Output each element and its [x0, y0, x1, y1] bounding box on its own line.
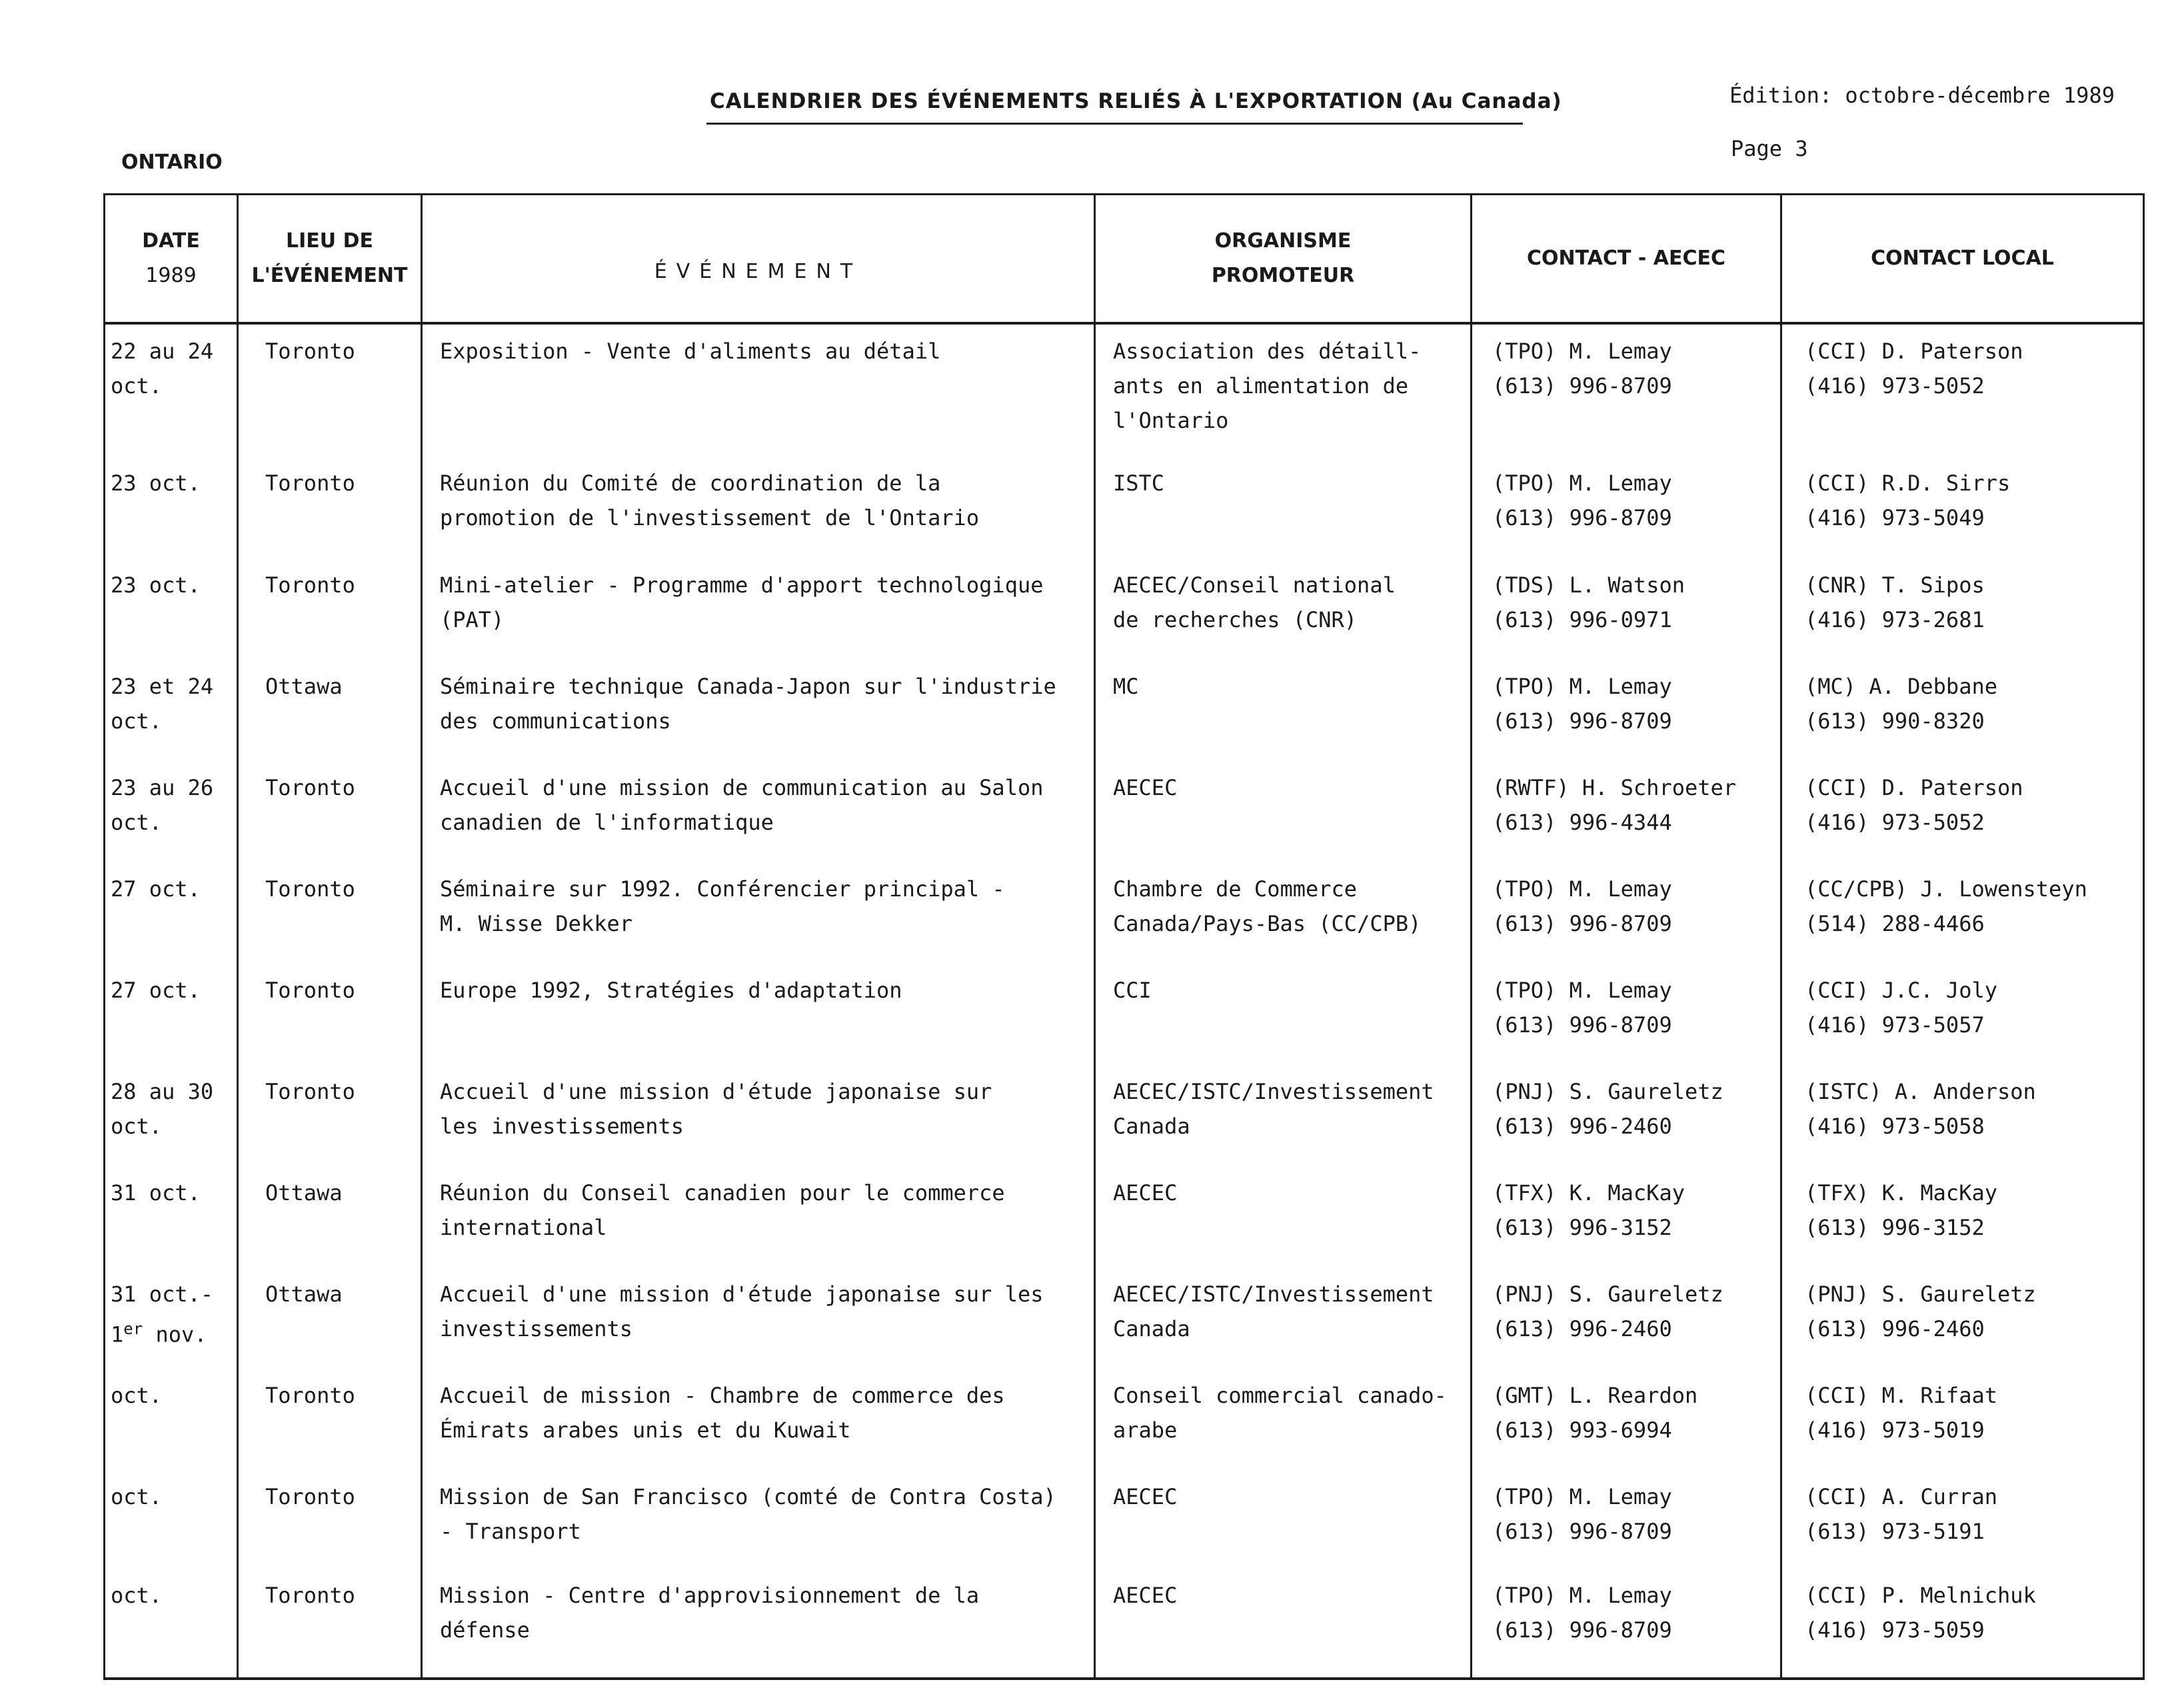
date-cell-ordinal: er: [123, 1319, 143, 1338]
place-cell: Toronto: [238, 1470, 422, 1569]
contact-aecec-cell: (TPO) M. Lemay (613) 996-8709: [1472, 1470, 1781, 1569]
place-cell: Toronto: [238, 456, 422, 558]
organizer-cell: AECEC/ISTC/Investissement Canada: [1095, 1268, 1472, 1369]
contact-aecec-cell: (TFX) K. MacKay (613) 996-3152: [1472, 1166, 1781, 1268]
title-underline: [706, 123, 1523, 125]
event-cell: Accueil d'une mission de communication au Salon canadien de l'informatique: [422, 761, 1095, 862]
page-number: Page 3: [1731, 136, 1808, 161]
contact-aecec-cell: (TPO) M. Lemay (613) 996-8709: [1472, 964, 1781, 1065]
organizer-cell: Chambre de Commerce Canada/Pays-Bas (CC/CPB): [1095, 862, 1472, 964]
events-table: [103, 193, 2145, 1680]
organizer-cell: AECEC: [1095, 761, 1472, 862]
place-cell: Toronto: [238, 1569, 422, 1679]
contact-local-cell: (MC) A. Debbane (613) 990-8320: [1781, 660, 2144, 761]
place-cell: Toronto: [238, 964, 422, 1065]
place-cell: Toronto: [238, 1369, 422, 1470]
event-cell: Réunion du Conseil canadien pour le commerce international: [422, 1166, 1095, 1268]
header-date-line1: DATE: [142, 229, 200, 253]
contact-aecec-cell: (TPO) M. Lemay (613) 996-8709: [1472, 323, 1781, 456]
table-row: [105, 1470, 2144, 1569]
contact-local-cell: (CCI) R.D. Sirrs (416) 973-5049: [1781, 456, 2144, 558]
table-row: [105, 1065, 2144, 1166]
contact-aecec-cell: (TPO) M. Lemay (613) 996-8709: [1472, 1569, 1781, 1679]
header-date-line2: 1989: [145, 264, 197, 287]
table-row: [105, 456, 2144, 558]
event-cell: Europe 1992, Stratégies d'adaptation: [422, 964, 1095, 1065]
date-cell: [105, 1268, 238, 1369]
contact-local-cell: (CCI) D. Paterson (416) 973-5052: [1781, 323, 2144, 456]
table-row: [105, 1166, 2144, 1268]
place-cell: Ottawa: [238, 660, 422, 761]
date-cell: 23 oct.: [105, 456, 238, 558]
place-cell: Toronto: [238, 761, 422, 862]
place-cell: Ottawa: [238, 1166, 422, 1268]
contact-local-cell: (CCI) D. Paterson (416) 973-5052: [1781, 761, 2144, 862]
organizer-cell: AECEC: [1095, 1470, 1472, 1569]
table-row: [105, 862, 2144, 964]
contact-aecec-cell: (TPO) M. Lemay (613) 996-8709: [1472, 660, 1781, 761]
event-cell: Accueil d'une mission d'étude japonaise sur les investissements: [422, 1268, 1095, 1369]
date-cell: 27 oct.: [105, 862, 238, 964]
date-cell-day: 1: [111, 1321, 124, 1347]
header-organizer: [1095, 195, 1472, 324]
date-cell: oct.: [105, 1569, 238, 1679]
place-cell: Toronto: [238, 1065, 422, 1166]
contact-aecec-cell: (PNJ) S. Gaureletz (613) 996-2460: [1472, 1065, 1781, 1166]
event-cell: Séminaire sur 1992. Conférencier principal - M. Wisse Dekker: [422, 862, 1095, 964]
contact-aecec-cell: (PNJ) S. Gaureletz (613) 996-2460: [1472, 1268, 1781, 1369]
contact-aecec-cell: (TDS) L. Watson (613) 996-0971: [1472, 558, 1781, 660]
contact-local-cell: (CCI) M. Rifaat (416) 973-5019: [1781, 1369, 2144, 1470]
date-cell: 31 oct.: [105, 1166, 238, 1268]
table-row: [105, 1369, 2144, 1470]
date-cell: 23 au 26 oct.: [105, 761, 238, 862]
event-cell: Exposition - Vente d'aliments au détail: [422, 323, 1095, 456]
date-cell: 22 au 24 oct.: [105, 323, 238, 456]
place-cell: Toronto: [238, 862, 422, 964]
organizer-cell: AECEC: [1095, 1166, 1472, 1268]
date-cell: 28 au 30 oct.: [105, 1065, 238, 1166]
contact-local-cell: (ISTC) A. Anderson (416) 973-5058: [1781, 1065, 2144, 1166]
table-row: [105, 761, 2144, 862]
header-contact-aecec: CONTACT - AECEC: [1472, 195, 1781, 324]
header-organizer-line1: ORGANISME: [1214, 229, 1352, 253]
event-cell: Mini-atelier - Programme d'apport technologique (PAT): [422, 558, 1095, 660]
contact-aecec-cell: (TPO) M. Lemay (613) 996-8709: [1472, 456, 1781, 558]
organizer-cell: AECEC: [1095, 1569, 1472, 1679]
event-cell: Accueil d'une mission d'étude japonaise sur les investissements: [422, 1065, 1095, 1166]
event-cell: Mission - Centre d'approvisionnement de la défense: [422, 1569, 1095, 1679]
contact-local-cell: (CC/CPB) J. Lowensteyn (514) 288-4466: [1781, 862, 2144, 964]
header-place-line2: L'ÉVÉNEMENT: [251, 264, 408, 287]
date-cell: 23 oct.: [105, 558, 238, 660]
event-cell: Réunion du Comité de coordination de la promotion de l'investissement de l'Ontario: [422, 456, 1095, 558]
place-cell: Toronto: [238, 323, 422, 456]
document-title: CALENDRIER DES ÉVÉNEMENTS RELIÉS À L'EXPORTATION (Au Canada): [710, 89, 1562, 113]
header-date: [105, 195, 238, 324]
contact-aecec-cell: (TPO) M. Lemay (613) 996-8709: [1472, 862, 1781, 964]
event-cell: Accueil de mission - Chambre de commerce des Émirats arabes unis et du Kuwait: [422, 1369, 1095, 1470]
province-heading: ONTARIO: [121, 151, 223, 174]
organizer-cell: AECEC/ISTC/Investissement Canada: [1095, 1065, 1472, 1166]
organizer-cell: MC: [1095, 660, 1472, 761]
contact-aecec-cell: (GMT) L. Reardon (613) 993-6994: [1472, 1369, 1781, 1470]
organizer-cell: ISTC: [1095, 456, 1472, 558]
contact-local-cell: (CNR) T. Sipos (416) 973-2681: [1781, 558, 2144, 660]
organizer-cell: CCI: [1095, 964, 1472, 1065]
organizer-cell: Association des détaill- ants en alimentation de l'Ontario: [1095, 323, 1472, 456]
table-row: [105, 1268, 2144, 1369]
table-row: [105, 660, 2144, 761]
place-cell: Toronto: [238, 558, 422, 660]
header-event: ÉVÉNEMENT: [422, 195, 1095, 324]
date-cell: oct.: [105, 1470, 238, 1569]
header-contact-local: CONTACT LOCAL: [1781, 195, 2144, 324]
table-row: [105, 558, 2144, 660]
place-cell: Ottawa: [238, 1268, 422, 1369]
header-place-line1: LIEU DE: [286, 229, 373, 253]
contact-local-cell: (CCI) A. Curran (613) 973-5191: [1781, 1470, 2144, 1569]
contact-local-cell: (PNJ) S. Gaureletz (613) 996-2460: [1781, 1268, 2144, 1369]
table-header-row: [105, 195, 2144, 324]
edition-label: Édition: octobre-décembre 1989: [1729, 83, 2115, 108]
contact-local-cell: (CCI) J.C. Joly (416) 973-5057: [1781, 964, 2144, 1065]
contact-local-cell: (TFX) K. MacKay (613) 996-3152: [1781, 1166, 2144, 1268]
contact-aecec-cell: (RWTF) H. Schroeter (613) 996-4344: [1472, 761, 1781, 862]
organizer-cell: AECEC/Conseil national de recherches (CNR): [1095, 558, 1472, 660]
event-cell: Mission de San Francisco (comté de Contra Costa) - Transport: [422, 1470, 1095, 1569]
contact-local-cell: (CCI) P. Melnichuk (416) 973-5059: [1781, 1569, 2144, 1679]
date-cell: oct.: [105, 1369, 238, 1470]
date-cell: 23 et 24 oct.: [105, 660, 238, 761]
event-cell: Séminaire technique Canada-Japon sur l'industrie des communications: [422, 660, 1095, 761]
date-cell: 27 oct.: [105, 964, 238, 1065]
table-row: [105, 1569, 2144, 1679]
date-cell-line1: 31 oct.-: [111, 1281, 214, 1307]
organizer-cell: Conseil commercial canado- arabe: [1095, 1369, 1472, 1470]
date-cell-month: nov.: [143, 1321, 207, 1347]
table-row: [105, 323, 2144, 456]
header-organizer-line2: PROMOTEUR: [1211, 264, 1355, 287]
header-place: [238, 195, 422, 324]
table-row: [105, 964, 2144, 1065]
